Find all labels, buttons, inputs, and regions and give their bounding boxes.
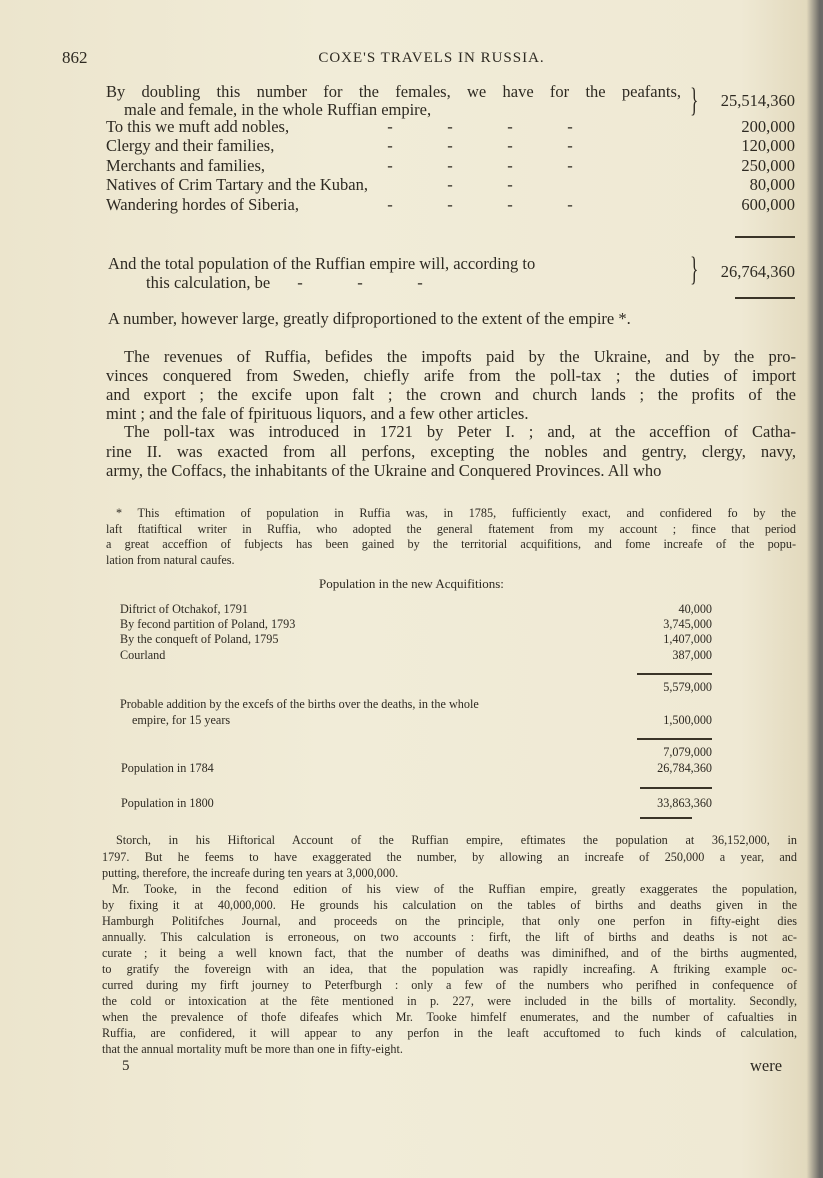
- leader-dot: -: [567, 156, 573, 175]
- leader-dot: -: [507, 117, 513, 136]
- probable-line-2: empire, for 15 years: [132, 713, 231, 727]
- leader-dot: -: [447, 195, 453, 214]
- table-row-value: 80,000: [749, 175, 795, 194]
- leader-dot: -: [567, 195, 573, 214]
- text-line: Hamburgh Politifches Journal, and proceeds on the principle, that only one perfon in fifty-eight dies: [102, 914, 797, 928]
- text-line: The revenues of Ruffia, befides the impofts paid by the Ukraine, and by the pro-: [124, 347, 796, 366]
- text-line: Storch, in his Hiftorical Account of the Ruffian empire, eftimates the population at 36,152,000, in: [116, 833, 797, 847]
- text-line: vinces conquered from Sweden, chiefly arife from the poll-tax ; the duties of import: [106, 366, 796, 385]
- text-line: and export ; the excife upon falt ; the crown and church lands ; the profits of the: [106, 385, 796, 404]
- sum-rule: [640, 787, 712, 789]
- table-row-label: Natives of Crim Tartary and the Kuban,: [106, 175, 369, 194]
- leader-dot: -: [507, 175, 513, 194]
- sum-rule: [637, 673, 712, 675]
- table-row-value: 250,000: [741, 156, 795, 175]
- catchword: were: [750, 1056, 783, 1075]
- brace-icon: }: [690, 82, 699, 119]
- total-rule: [735, 297, 795, 299]
- text-line: curred during my firft journey to Peterfburgh : only a few of the numbers who perifhed in confequence of: [102, 978, 797, 992]
- table-row-label: To this we muft add nobles,: [106, 117, 290, 136]
- pop-1784-value: 26,784,360: [657, 761, 712, 775]
- acquisition-value: 1,407,000: [663, 632, 712, 646]
- text-line: curate ; it being a well known fact, that the number of deaths was diminifhed, and of the births augmented,: [102, 946, 797, 960]
- sum-rule: [637, 738, 712, 740]
- pop-1784-label: Population in 1784: [121, 761, 214, 775]
- text-line: mint ; and the fale of fpirituous liquors, and a few other articles.: [106, 404, 529, 423]
- leader-dot: -: [387, 136, 393, 155]
- total-line-1: And the total population of the Ruffian empire will, according to: [108, 254, 536, 273]
- page-number: 862: [62, 48, 88, 67]
- leader-dot: -: [567, 117, 573, 136]
- text-line: lation from natural caufes.: [106, 552, 235, 567]
- sum-rule: [640, 817, 692, 819]
- acquisition-value: 387,000: [672, 648, 712, 662]
- leader-dot: -: [447, 156, 453, 175]
- leader-dots: [360, 195, 600, 215]
- peasants-line-1: By doubling this number for the females, we have for the peafants,: [106, 82, 681, 101]
- table-row-value: 120,000: [741, 136, 795, 155]
- probable-line-1: Probable addition by the excefs of the births over the deaths, in the whole: [120, 697, 479, 711]
- text-line: to gratify the fovereign with an idea, that the population was rapidly increafing. A ftriking example oc-: [102, 962, 797, 976]
- acq-subtotal: 5,579,000: [663, 680, 712, 694]
- acquisition-value: 3,745,000: [663, 617, 712, 631]
- text-line: a great acceffion of fubjects has been gained by the territorial acquifitions, and fome increafe of the popu-: [106, 537, 796, 551]
- text-line: Mr. Tooke, in the fecond edition of his view of the Ruffian empire, greatly exaggerates the population,: [112, 882, 797, 896]
- leader-dot: -: [507, 156, 513, 175]
- acquisition-value: 40,000: [678, 602, 712, 616]
- table-row-label: Clergy and their families,: [106, 136, 275, 155]
- text-line: by fixing it at 40,000,000. He grounds his calculation on the tables of births and deaths given in the: [102, 898, 797, 912]
- leader-dot: -: [567, 136, 573, 155]
- table-row-label: Wandering hordes of Siberia,: [106, 195, 299, 214]
- leader-dot: -: [387, 117, 393, 136]
- text-line: that the annual mortality muft be more than one in fifty-eight.: [102, 1042, 403, 1056]
- text-line: when the prevalence of thofe difeafes which Mr. Tooke himfelf enumerates, and the number of cafualties in: [102, 1010, 797, 1024]
- subtotal-2: 7,079,000: [663, 745, 712, 759]
- acquisition-label: By fecond partition of Poland, 1793: [120, 617, 296, 631]
- text-line: laft ftatiftical writer in Ruffia, who adopted the general ftatement from my account ; fince that period: [106, 521, 796, 536]
- acquisition-label: Diftrict of Otchakof, 1791: [120, 602, 248, 616]
- leader-dots: [360, 156, 600, 176]
- leader-dots: [420, 175, 540, 195]
- running-title: COXE'S TRAVELS IN RUSSIA.: [318, 50, 545, 66]
- text-line: The poll-tax was introduced in 1721 by Peter I. ; and, at the acceffion of Catha-: [124, 422, 796, 441]
- peasants-value: 25,514,360: [720, 91, 795, 110]
- leader-dot: -: [447, 175, 453, 194]
- table-row-label: Merchants and families,: [106, 156, 265, 175]
- brace-icon: }: [690, 251, 699, 288]
- statement: A number, however large, greatly difproportioned to the extent of the empire *.: [108, 309, 631, 328]
- table-row-value: 200,000: [741, 117, 795, 136]
- text-line: Ruffia, are confidered, it will appear to any perfon in the leaft accuftomed to fuch kinds of calculation,: [102, 1026, 797, 1040]
- acquisitions-title: Population in the new Acquifitions:: [319, 576, 504, 591]
- leader-dot: -: [507, 136, 513, 155]
- text-line: * This eftimation of population in Ruffia was, in 1785, fufficiently exact, and confidered fo by the: [116, 506, 796, 520]
- leader-dot: -: [447, 117, 453, 136]
- leader-dot: -: [507, 195, 513, 214]
- leader-dot: -: [447, 136, 453, 155]
- text-line: putting, therefore, the increafe during ten years at 3,000,000.: [102, 866, 399, 880]
- acquisition-label: By the conqueft of Poland, 1795: [120, 632, 279, 646]
- leader-dot: -: [387, 195, 393, 214]
- pop-1800-label: Population in 1800: [121, 796, 214, 810]
- text-line: army, the Coffacs, the inhabitants of the Ukraine and Conquered Provinces. All who: [106, 461, 662, 480]
- text-line: annually. This calculation is erroneous, on two accounts : firft, the lift of births and deaths is not ac-: [102, 930, 797, 944]
- text-line: the cold or intoxication at the fête mentioned in p. 227, were included in the bills of mortality. Secondly,: [102, 994, 797, 1008]
- leader-dots: [360, 136, 600, 156]
- probable-value: 1,500,000: [663, 713, 712, 727]
- signature-mark: 5: [122, 1058, 130, 1074]
- leader-dots: - - -: [297, 273, 423, 292]
- acquisition-label: Courland: [120, 648, 166, 662]
- total-line-2: this calculation, be: [146, 273, 271, 292]
- text-line: rine II. was exacted from all perfons, excepting the nobles and gentry, clergy, navy,: [106, 441, 796, 461]
- leader-dot: -: [387, 156, 393, 175]
- leader-dots: [360, 117, 600, 137]
- total-value: 26,764,360: [720, 262, 795, 281]
- peasants-line-2: male and female, in the whole Ruffian empire,: [124, 100, 432, 119]
- sum-rule: [735, 236, 795, 238]
- text-line: 1797. But he feems to have exaggerated the number, by allowing an increafe of 250,000 a year, and: [102, 849, 797, 864]
- table-row-value: 600,000: [741, 195, 795, 214]
- pop-1800-value: 33,863,360: [657, 796, 712, 810]
